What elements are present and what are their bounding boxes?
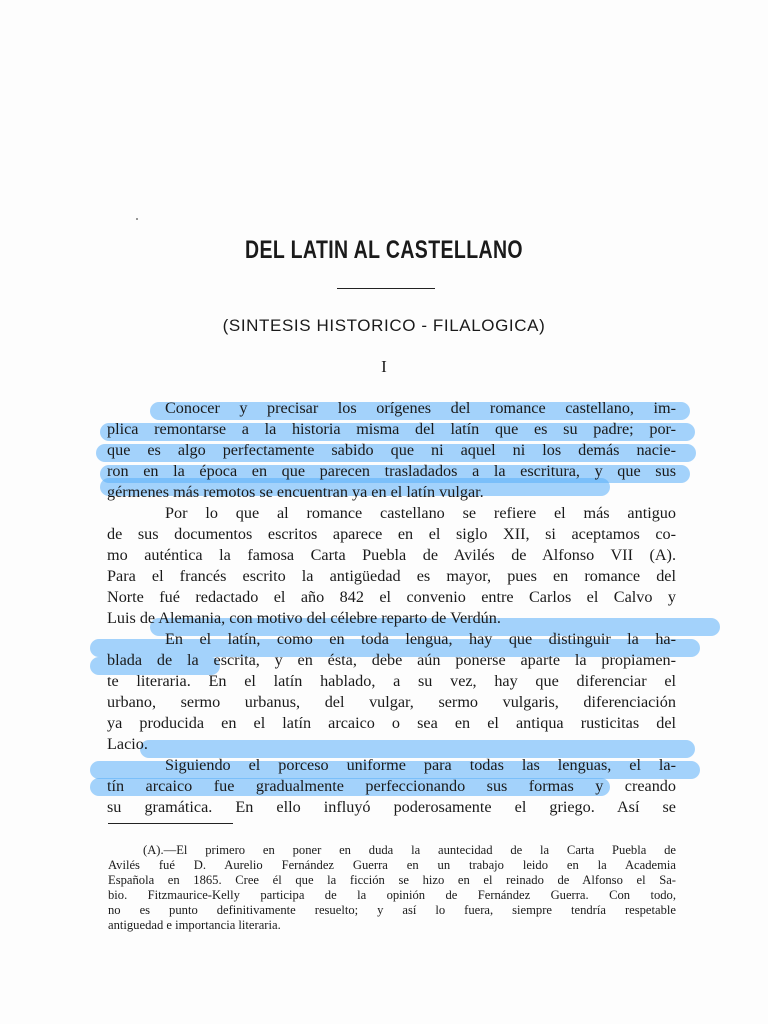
- body-line: Siguiendo el porceso uniforme para todas las lenguas, el la-: [165, 756, 676, 774]
- body-line: plica remontarse a la historia misma del latín que es su padre; por-: [107, 420, 676, 438]
- body-line: te literaria. En el latín hablado, a su vez, hay que diferenciar el: [107, 672, 676, 690]
- footnote-divider: [108, 823, 233, 824]
- footnote-line: Avilés fué D. Aurelio Fernández Guerra en un trabajo leido en la Academia: [108, 858, 676, 872]
- body-line: de sus documentos escritos aparece en el siglo XII, si aceptamos co-: [107, 525, 676, 543]
- body-line: que es algo perfectamente sabido que ni aquel ni los demás nacie-: [107, 441, 676, 459]
- body-line: ya producida en el latín arcaico o sea en el antiqua rusticitas del: [107, 714, 676, 732]
- body-line: su gramática. En ello influyó poderosamente el griego. Así se: [107, 798, 676, 816]
- body-line: Para el francés escrito la antigüedad es mayor, pues en romance del: [107, 567, 676, 585]
- body-line: tín arcaico fue gradualmente perfeccionando sus formas y creando: [107, 777, 676, 795]
- body-line: Luis de Alemania, con motivo del célebre reparto de Verdún.: [107, 609, 501, 627]
- footnote-line: no es punto definitivamente resuelto; y así lo fuera, siempre tendría respetable: [108, 903, 676, 917]
- section-number: I: [381, 357, 387, 376]
- page-title: DEL LATIN AL CASTELLANO: [245, 236, 523, 264]
- footnote-line: (A).—El primero en poner en duda la auntecidad de la Carta Puebla de: [143, 843, 676, 857]
- body-line: Por lo que al romance castellano se refiere el más antiguo: [165, 504, 676, 522]
- body-line: En el latín, como en toda lengua, hay que distinguir la ha-: [165, 630, 676, 648]
- body-line: gérmenes más remotos se encuentran ya en el latín vulgar.: [107, 483, 484, 501]
- body-line: ron en la época en que parecen trasladados a la escritura, y que sus: [107, 462, 676, 480]
- body-line: urbano, sermo urbanus, del vulgar, sermo vulgaris, diferenciación: [107, 693, 676, 711]
- body-line: blada de la escrita, y en ésta, debe aún ponerse aparte la propiamen-: [107, 651, 676, 669]
- body-line: Conocer y precisar los orígenes del romance castellano, im-: [165, 399, 676, 417]
- speck-mark: [136, 218, 138, 220]
- body-line: mo auténtica la famosa Carta Puebla de Avilés de Alfonso VII (A).: [107, 546, 676, 564]
- page-subtitle: (SINTESIS HISTORICO - FILALOGICA): [222, 316, 546, 335]
- body-line: Lacio.: [107, 735, 148, 753]
- body-line: Norte fué redactado el año 842 el convenio entre Carlos el Calvo y: [107, 588, 676, 606]
- footnote-line: antiguedad e importancia literaria.: [108, 918, 281, 932]
- title-divider: [337, 288, 435, 289]
- footnote-line: Española en 1865. Cree él que la ficción se hizo en el reinado de Alfonso el Sa-: [108, 873, 676, 887]
- footnote-line: bio. Fitzmaurice-Kelly participa de la opinión de Fernández Guerra. Con todo,: [108, 888, 676, 902]
